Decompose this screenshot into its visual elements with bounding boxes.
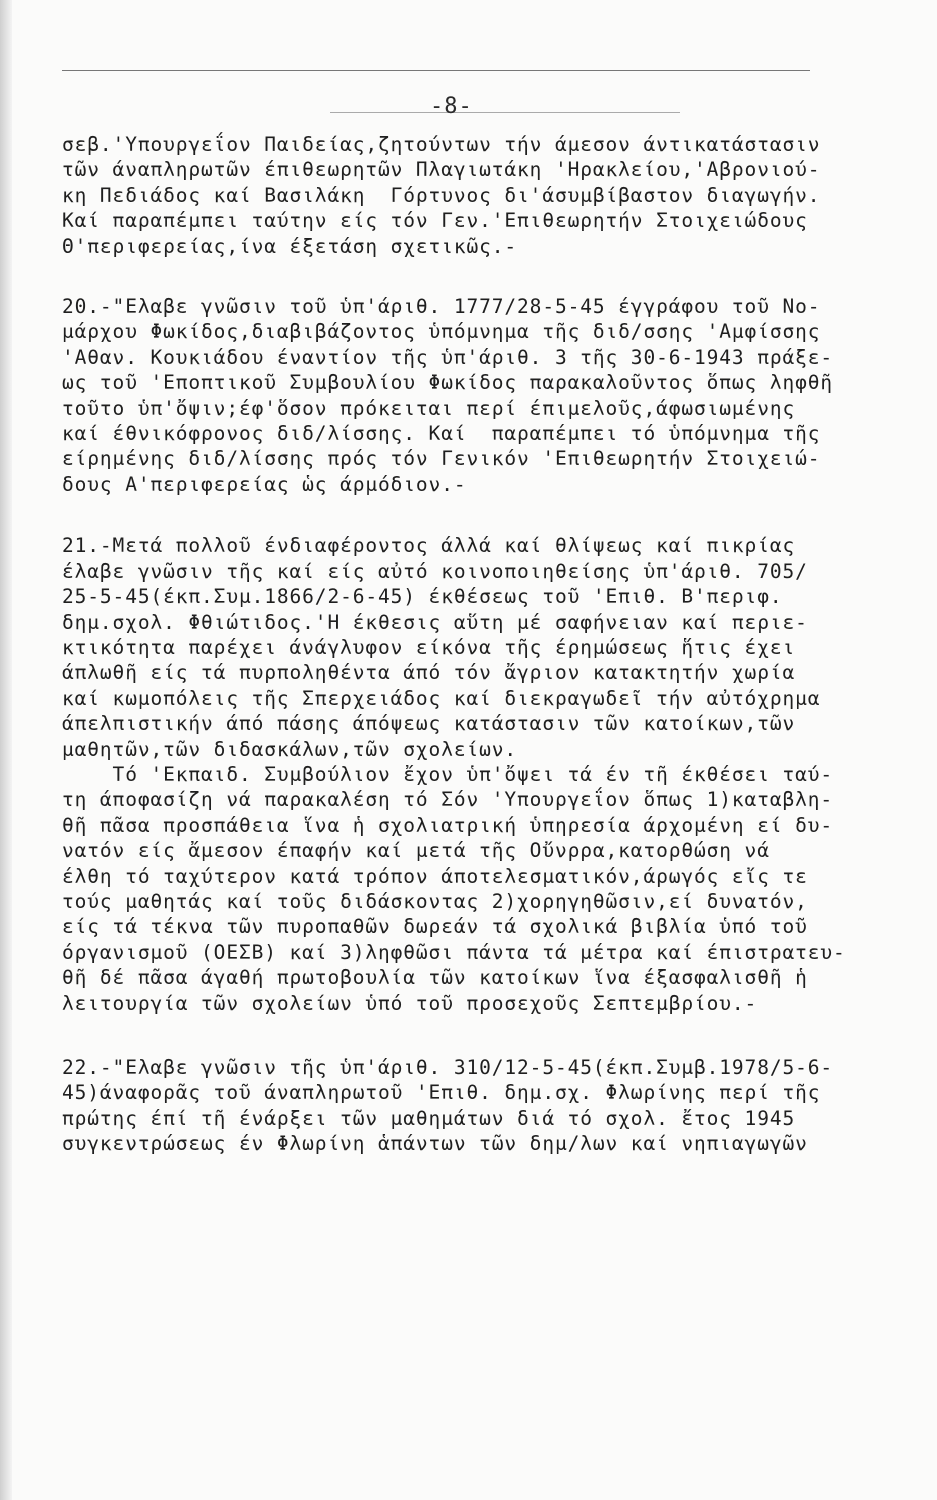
text-line: κη Πεδιάδος καί Βασιλάκη Γόρτυνος δι'άσυμβίβαστον διαγωγήν. — [62, 183, 821, 207]
text-line: 'Αθαν. Κουκιάδου έναντίον τῆς ὑπ'άριθ. 3 τῆς 30-6-1943 πράξε- — [62, 345, 834, 369]
text-line: μαθητῶν,τῶν διδασκάλων,τῶν σχολείων. — [62, 737, 518, 761]
text-line: θῆ δέ πᾶσα άγαθή πρωτοβουλία τῶν κατοίκων ἵνα έξασφαλισθῆ ἡ — [62, 966, 808, 990]
paragraph-item-22 — [62, 1055, 892, 1157]
text-line: έλαβε γνῶσιν τῆς καί είς αὐτό κοινοποιηθείσης ὑπ'άριθ. 705/ — [62, 559, 808, 583]
top-rule — [62, 70, 810, 71]
text-line: 22.-"Ελαβε γνῶσιν τῆς ὑπ'άριθ. 310/12-5-45(έκπ.Συμβ.1978/5-6- — [62, 1056, 834, 1079]
text-line: λειτουργία τῶν σχολείων ὑπό τοῦ προσεχοῦς Σεπτεμβρίου.- — [62, 991, 758, 1015]
text-line: όργανισμοῦ (ΟΕΣΒ) καί 3)ληφθῶσι πάντα τά μέτρα καί έπιστρατευ- — [62, 940, 846, 964]
paragraph-gap — [62, 259, 892, 294]
paragraph-gap — [62, 1016, 892, 1055]
text-line: είς τά τέκνα τῶν πυροπαθῶν δωρεάν τά σχολικά βιβλία ὑπό τοῦ — [62, 915, 808, 939]
text-line: καί έθνικόφρονος διδ/λίσσης. Καί παραπέμπει τό ὑπόμνημα τῆς — [62, 422, 821, 446]
page-number-rule — [330, 112, 680, 113]
text-line: θῆ πᾶσα προσπάθεια ἵνα ἡ σχολιατρική ὑπηρεσία άρχομένη εί δυ- — [62, 813, 834, 837]
text-line: τῶν άναπληρωτῶν έπιθεωρητῶν Πλαγιωτάκη 'Ηρακλείου,'Αβρονιού- — [62, 158, 821, 182]
text-line: Θ'περιφερείας,ίνα έξετάση σχετικῶς.- — [62, 234, 518, 258]
text-line: κτικότητα παρέχει άνάγλυφον είκόνα τῆς έρημώσεως ἥτις έχει — [62, 635, 796, 659]
paragraph-item-20 — [62, 294, 892, 497]
text-line: ως τοῦ 'Εποπτικοῦ Συμβουλίου Φωκίδος παρακαλοῦντος ὅπως ληφθῆ — [62, 371, 834, 395]
text-line: νατόν είς ἄμεσον έπαφήν καί μετά τῆς Οὔνρρα,κατορθώση νά — [62, 839, 770, 863]
text-line: άπλωθῆ είς τά πυρποληθέντα άπό τόν ἄγριον κατακτητήν χωρία — [62, 661, 796, 685]
text-line: δημ.σχολ. Φθιώτιδος.'Η έκθεσις αὕτη μέ σαφήνειαν καί περιε- — [62, 610, 808, 634]
page-left-edge — [0, 0, 12, 1500]
paragraph-intro — [62, 132, 892, 259]
text-line: τούς μαθητάς καί τοῦς διδάσκοντας 2)χορηγηθῶσιν,εί δυνατόν, — [62, 889, 808, 913]
text-line: σεβ.'Υπουργεΐον Παιδείας,ζητούντων τήν άμεσον άντικατάστασιν — [62, 133, 821, 156]
text-line: άπελπιστικήν άπό πάσης άπόψεως κατάστασιν τῶν κατοίκων,τῶν — [62, 712, 796, 736]
text-line: πρώτης έπί τῆ ένάρξει τῶν μαθημάτων διά τό σχολ. ἔτος 1945 — [62, 1106, 796, 1130]
typed-body-text — [62, 132, 892, 1157]
text-line: Τό 'Εκπαιδ. Συμβούλιον ἔχον ὑπ'ὄψει τά έν τῆ έκθέσει ταύ- — [62, 762, 834, 786]
text-line: συγκεντρώσεως έν Φλωρίνη ἁπάντων τῶν δημ/λων καί νηπιαγωγῶν — [62, 1132, 808, 1156]
paragraph-gap — [62, 497, 892, 533]
text-line: έλθη τό ταχύτερον κατά τρόπον άποτελεσματικόν,άρωγός εἴς τε — [62, 864, 808, 888]
page-number: -8- — [430, 94, 473, 119]
text-line: μάρχου Φωκίδος,διαβιβάζοντος ὑπόμνημα τῆς διδ/σσης 'Αμφίσσης — [62, 320, 821, 344]
text-line: 25-5-45(έκπ.Συμ.1866/2-6-45) έκθέσεως τοῦ 'Επιθ. Β'περιφ. — [62, 585, 783, 609]
text-line: δους Α'περιφερείας ὡς άρμόδιον.- — [62, 472, 467, 496]
text-line: 21.-Μετά πολλοῦ ένδιαφέροντος άλλά καί θλίψεως καί πικρίας — [62, 534, 796, 558]
text-line: 20.-"Ελαβε γνῶσιν τοῦ ὑπ'άριθ. 1777/28-5-45 έγγράφου τοῦ Νο- — [62, 295, 821, 319]
paragraph-item-21 — [62, 533, 892, 1016]
text-line: Καί παραπέμπει ταύτην είς τόν Γεν.'Επιθεωρητήν Στοιχειώδους — [62, 209, 808, 233]
text-line: καί κωμοπόλεις τῆς Σπερχειάδος καί διεκραγωδεῖ τήν αὐτόχρημα — [62, 686, 821, 710]
text-line: τοῦτο ὑπ'ὄψιν;έφ'ὅσον πρόκειται περί έπιμελοῦς,άφωσιωμένης — [62, 396, 796, 420]
text-line: τη άποφασίζη νά παρακαλέση τό Σόν 'Υπουργεΐον ὅπως 1)καταβλη- — [62, 788, 834, 812]
text-line: 45)άναφορᾶς τοῦ άναπληρωτοῦ 'Επιθ. δημ.σχ. Φλωρίνης περί τῆς — [62, 1081, 821, 1105]
text-line: είρημένης διδ/λίσσης πρός τόν Γενικόν 'Επιθεωρητήν Στοιχειώ- — [62, 447, 821, 471]
